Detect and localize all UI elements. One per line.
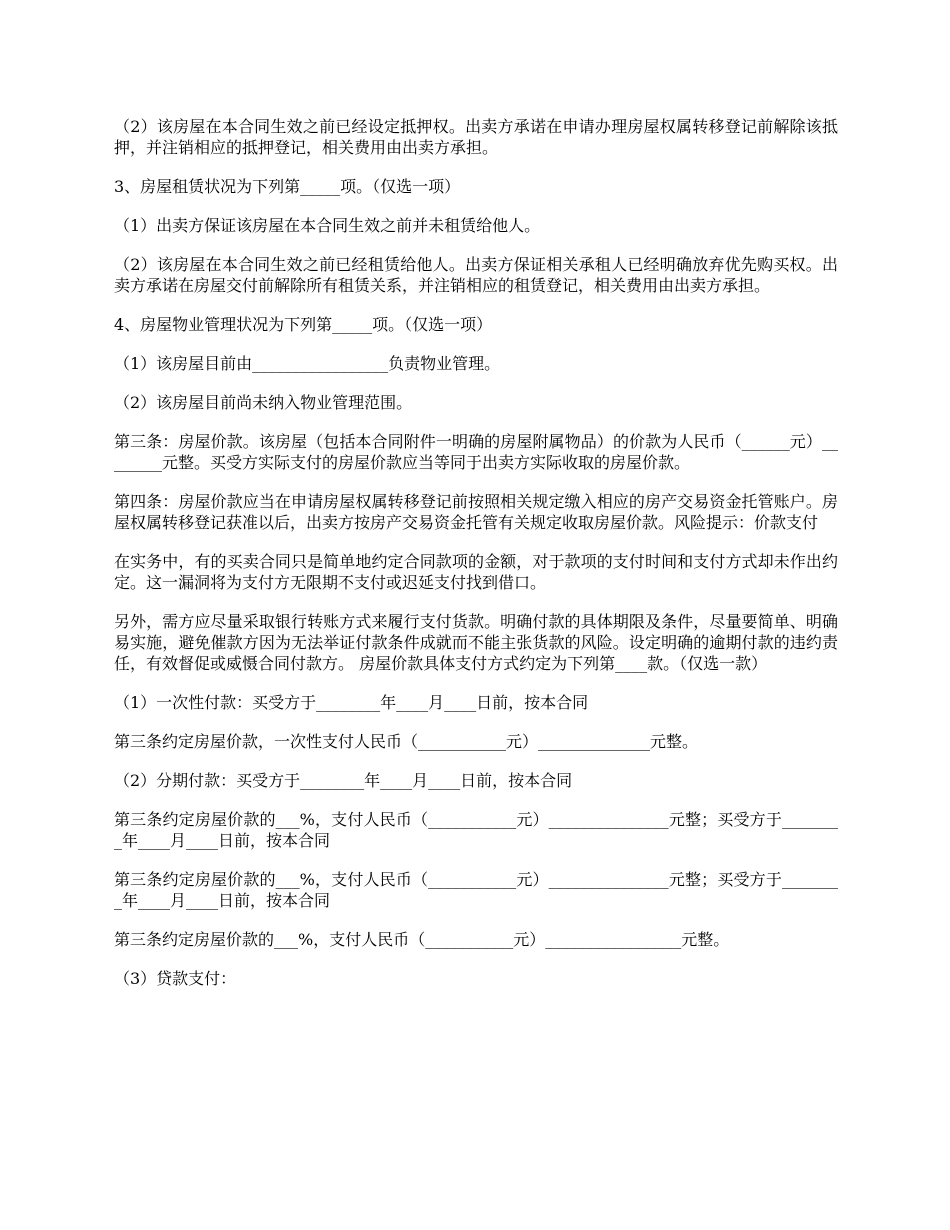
- paragraph-lease-option-2: （2）该房屋在本合同生效之前已经租赁给他人。出卖方保证相关承租人已经明确放弃优先购买权。出卖方承诺在房屋交付前解除所有租赁关系，并注销相应的租赁登记，相关费用由出卖方承担。: [114, 255, 838, 295]
- paragraph-installment-2: 第三条约定房屋价款的___%，支付人民币（___________元）_______________元整；买受方于________年____月____日前，按本合同: [114, 870, 838, 910]
- paragraph-installment-payment: （2）分期付款：买受方于________年____月____日前，按本合同: [114, 771, 573, 790]
- paragraph-payment-advice: 另外，需方应尽量采取银行转账方式来履行支付货款。明确付款的具体期限及条件，尽量要简单、明确易实施，避免催款方因为无法举证付款条件成就而不能主张货款的风险。设定明确的逾期付款的违约责任，有效督促或威慑合同付款方。 房屋价款具体支付方式约定为下列第____款。（仅选一款）: [114, 612, 838, 673]
- paragraph-management-option-2: （2）该房屋目前尚未纳入物业管理范围。: [114, 393, 413, 412]
- document-body: [114, 116, 838, 1007]
- paragraph-mortgage-option-2: （2）该房屋在本合同生效之前已经设定抵押权。出卖方承诺在申请办理房屋权属转移登记前解除该抵押，并注销相应的抵押登记，相关费用由出卖方承担。: [114, 117, 838, 157]
- paragraph-lump-sum-payment: （1）一次性付款：买受方于________年____月____日前，按本合同: [114, 693, 589, 712]
- paragraph-lease-option-1: （1）出卖方保证该房屋在本合同生效之前并未租赁给他人。: [114, 216, 541, 235]
- paragraph-lump-sum-amount: 第三条约定房屋价款，一次性支付人民币（___________元）______________元整。: [114, 732, 699, 751]
- paragraph-article-4-escrow: 第四条：房屋价款应当在申请房屋权属转移登记前按照相关规定缴入相应的房产交易资金托管账户。房屋权属转移登记获准以后，出卖方按房产交易资金托管有关规定收取房屋价款。风险提示：价款支付: [114, 492, 838, 532]
- paragraph-practice-note: 在实务中，有的买卖合同只是简单地约定合同款项的金额，对于款项的支付时间和支付方式却未作出约定。这一漏洞将为支付方无限期不支付或迟延支付找到借口。: [114, 552, 838, 592]
- paragraph-installment-3: 第三条约定房屋价款的___%，支付人民币（___________元）_________________元整。: [114, 930, 730, 949]
- paragraph-management-option-1: （1）该房屋目前由_________________负责物业管理。: [114, 354, 501, 373]
- paragraph-article-3-price: 第三条：房屋价款。该房屋（包括本合同附件一明确的房屋附属物品）的价款为人民币（______元）________元整。买受方实际支付的房屋价款应当等同于出卖方实际收取的房屋价款。: [114, 432, 838, 472]
- paragraph-property-management-status: 4、房屋物业管理状况为下列第_____项。（仅选一项）: [114, 315, 493, 334]
- paragraph-loan-payment: （3）贷款支付：: [114, 969, 237, 988]
- paragraph-lease-status: 3、房屋租赁状况为下列第_____项。（仅选一项）: [114, 177, 461, 196]
- paragraph-installment-1: 第三条约定房屋价款的___%，支付人民币（___________元）_______________元整；买受方于________年____月____日前，按本合同: [114, 810, 838, 850]
